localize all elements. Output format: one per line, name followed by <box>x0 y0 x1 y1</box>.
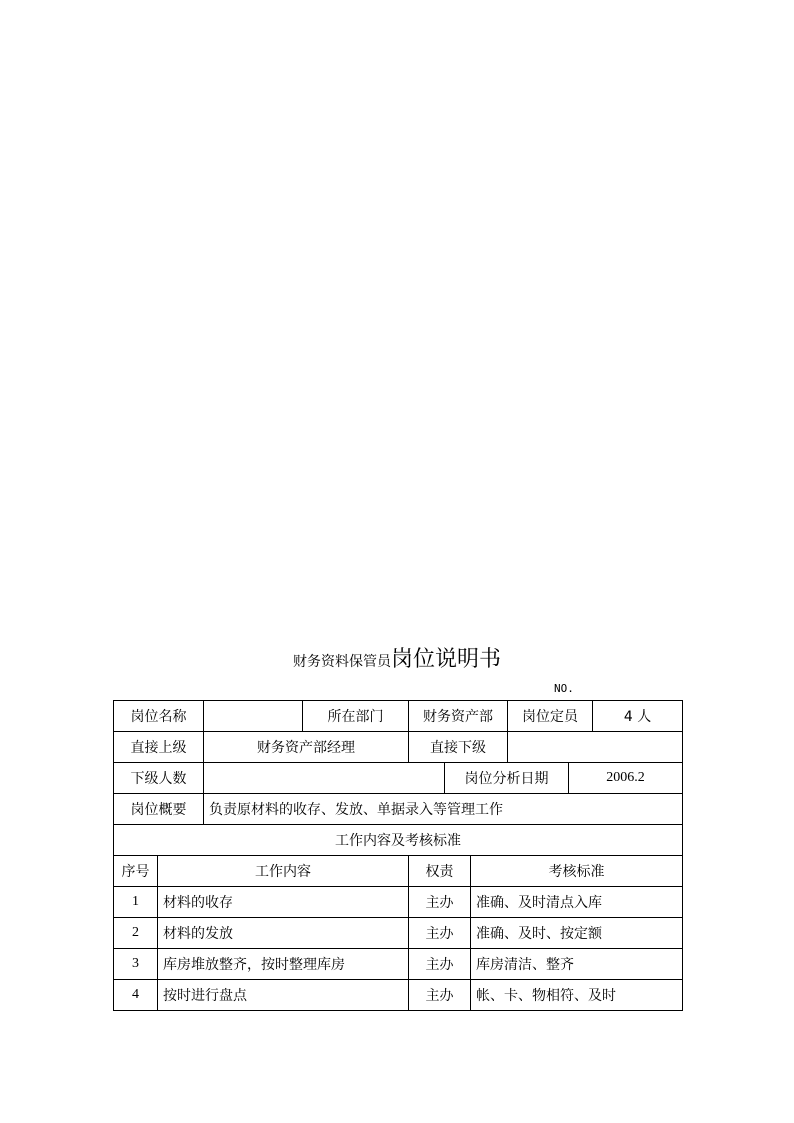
subordinate-count-value <box>204 763 445 794</box>
headcount-label: 岗位定员 <box>508 701 593 732</box>
department-value: 财务资产部 <box>409 701 508 732</box>
section-title: 工作内容及考核标准 <box>114 825 683 856</box>
subordinate-value <box>508 732 683 763</box>
table-row <box>114 701 683 732</box>
table-row <box>114 887 683 918</box>
page-title <box>0 642 794 673</box>
row-authority: 主办 <box>409 887 471 918</box>
table-header-row <box>114 856 683 887</box>
table-row <box>114 918 683 949</box>
title-position: 财务资料保管员 <box>292 654 391 670</box>
row-content: 库房堆放整齐，按时整理库房 <box>158 949 409 980</box>
subordinate-count-label: 下级人数 <box>114 763 204 794</box>
subordinate-label: 直接下级 <box>409 732 508 763</box>
table-row <box>114 980 683 1011</box>
row-standard: 库房清洁、整齐 <box>471 949 683 980</box>
department-label: 所在部门 <box>303 701 409 732</box>
row-standard: 准确、及时、按定额 <box>471 918 683 949</box>
row-no: 3 <box>114 949 158 980</box>
analysis-date-label: 岗位分析日期 <box>445 763 569 794</box>
column-header-content: 工作内容 <box>158 856 409 887</box>
headcount-value: 4 人 <box>593 701 683 732</box>
summary-value: 负责原材料的收存、发放、单据录入等管理工作 <box>204 794 683 825</box>
row-content: 材料的发放 <box>158 918 409 949</box>
row-no: 4 <box>114 980 158 1011</box>
row-standard: 帐、卡、物相符、及时 <box>471 980 683 1011</box>
position-name-value <box>204 701 303 732</box>
column-header-standard: 考核标准 <box>471 856 683 887</box>
row-authority: 主办 <box>409 918 471 949</box>
row-authority: 主办 <box>409 980 471 1011</box>
table-row <box>114 732 683 763</box>
table-row <box>114 763 683 794</box>
table-row <box>114 825 683 856</box>
column-header-no: 序号 <box>114 856 158 887</box>
column-header-authority: 权责 <box>409 856 471 887</box>
row-standard: 准确、及时清点入库 <box>471 887 683 918</box>
job-description-table <box>113 700 683 1011</box>
position-name-label: 岗位名称 <box>114 701 204 732</box>
table-row <box>114 949 683 980</box>
summary-label: 岗位概要 <box>114 794 204 825</box>
table-row <box>114 794 683 825</box>
row-authority: 主办 <box>409 949 471 980</box>
row-content: 按时进行盘点 <box>158 980 409 1011</box>
superior-value: 财务资产部经理 <box>204 732 409 763</box>
analysis-date-value: 2006.2 <box>569 763 683 794</box>
row-no: 1 <box>114 887 158 918</box>
row-no: 2 <box>114 918 158 949</box>
row-content: 材料的收存 <box>158 887 409 918</box>
superior-label: 直接上级 <box>114 732 204 763</box>
form-number-label: NO. <box>554 682 574 695</box>
title-main: 岗位说明书 <box>390 647 501 672</box>
